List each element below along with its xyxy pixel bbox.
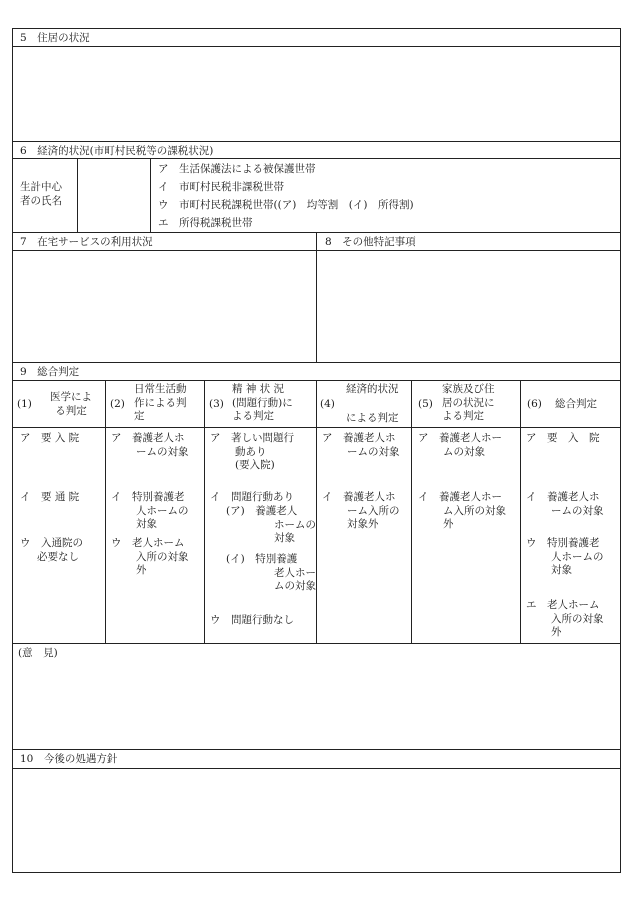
economic-option-a: ア 生活保護法による被保護世帯 bbox=[158, 163, 316, 175]
header3-label: 精 神 状 況 (問題行動)に よる判定 bbox=[232, 383, 293, 422]
divider bbox=[316, 232, 317, 362]
divider bbox=[12, 141, 621, 142]
col1-option-a: ア 要 入 院 bbox=[20, 432, 80, 444]
section10-title: 10 今後の処遇方針 bbox=[20, 753, 118, 765]
divider bbox=[12, 158, 621, 159]
section9-title: 9 総合判定 bbox=[20, 366, 80, 378]
header1-label: 医学によ る判定 bbox=[50, 391, 92, 417]
col3-option-a: ア 著しい問題行 動あり (要入院) bbox=[210, 432, 294, 471]
section6-title: 6 経済的状況(市町村民税等の課税状況) bbox=[20, 145, 214, 157]
col2-option-u: ウ 老人ホーム 入所の対象 外 bbox=[111, 537, 189, 576]
divider bbox=[12, 46, 621, 47]
col6-option-i: イ 養護老人ホ ームの対象 bbox=[526, 491, 604, 517]
header5-number: (5) bbox=[418, 398, 433, 410]
col3-option-i: イ 問題行動あり bbox=[210, 491, 294, 503]
frame-top bbox=[12, 28, 621, 29]
section7-title: 7 在宅サービスの利用状況 bbox=[20, 236, 153, 248]
divider bbox=[77, 158, 78, 232]
header6-number: (6) bbox=[527, 398, 542, 410]
header4-number: (4) bbox=[320, 398, 335, 410]
col5-option-a: ア 養護老人ホー ムの対象 bbox=[418, 432, 502, 458]
col2-option-i: イ 特別養護老 人ホームの 対象 bbox=[111, 491, 189, 530]
col-separator bbox=[520, 380, 521, 644]
divider bbox=[12, 768, 621, 769]
header3-number: (3) bbox=[209, 398, 224, 410]
divider bbox=[12, 362, 621, 363]
col-separator bbox=[316, 380, 317, 644]
header6-label: 総合判定 bbox=[555, 398, 597, 410]
header2-label: 日常生活動 作による判 定 bbox=[134, 383, 187, 422]
frame-left bbox=[12, 28, 13, 873]
col6-option-u: ウ 特別養護老 人ホームの 対象 bbox=[526, 537, 604, 576]
header4-label-line1: 経済的状況 bbox=[346, 383, 399, 395]
opinion-label: (意 見) bbox=[18, 647, 58, 659]
col2-option-a: ア 養護老人ホ ームの対象 bbox=[111, 432, 189, 458]
col6-option-e: エ 老人ホーム 入所の対象 外 bbox=[526, 599, 604, 638]
frame-right bbox=[620, 28, 621, 873]
divider bbox=[150, 158, 151, 232]
col6-option-a: ア 要 入 院 bbox=[526, 432, 600, 444]
header2-number: (2) bbox=[110, 398, 125, 410]
col4-option-i: イ 養護老人ホ ーム入所の 対象外 bbox=[322, 491, 400, 530]
header4-label-line2: による判定 bbox=[346, 412, 399, 424]
col-separator bbox=[105, 380, 106, 644]
col4-option-a: ア 養護老人ホ ームの対象 bbox=[322, 432, 400, 458]
col3-option-i-a: (ア) 養護老人 ホームの 対象 bbox=[226, 505, 316, 544]
header5-label: 家族及び住 居の状況に よる判定 bbox=[442, 383, 495, 422]
col3-option-u: ウ 問題行動なし bbox=[210, 614, 294, 626]
col1-option-i: イ 要 通 院 bbox=[20, 491, 80, 503]
col3-option-i-i: (イ) 特別養護 老人ホー ムの対象 bbox=[226, 553, 316, 592]
householder-name-label: 生計中心 者の氏名 bbox=[20, 181, 62, 207]
frame-bottom bbox=[12, 872, 621, 873]
economic-option-u: ウ 市町村民税課税世帯((ア) 均等割 (イ) 所得割) bbox=[158, 199, 414, 211]
section8-title: 8 その他特記事項 bbox=[325, 236, 416, 248]
col1-option-u: ウ 入通院の 必要なし bbox=[20, 537, 83, 563]
economic-option-i: イ 市町村民税非課税世帯 bbox=[158, 181, 284, 193]
economic-option-e: エ 所得税課税世帯 bbox=[158, 217, 253, 229]
section5-title: 5 住居の状況 bbox=[20, 32, 90, 44]
divider bbox=[12, 250, 621, 251]
col-separator bbox=[204, 380, 205, 644]
divider bbox=[12, 749, 621, 750]
header1-number: (1) bbox=[17, 398, 32, 410]
col-separator bbox=[411, 380, 412, 644]
col5-option-i: イ 養護老人ホー ム入所の対象 外 bbox=[418, 491, 506, 530]
